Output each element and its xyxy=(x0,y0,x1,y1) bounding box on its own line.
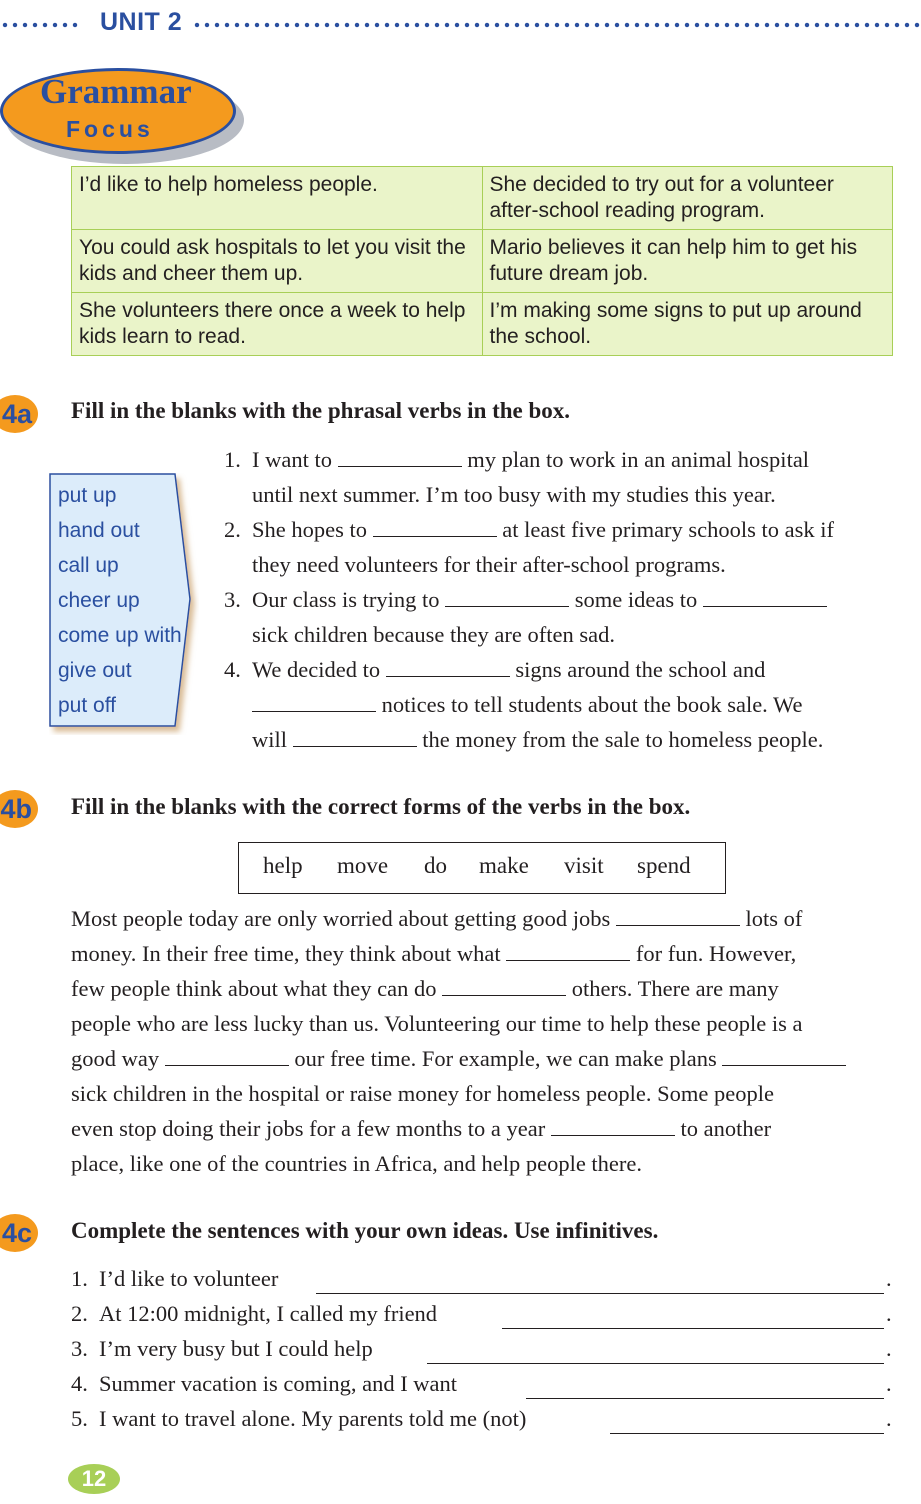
exercise-line: until next summer. I’m too busy with my studies this year. xyxy=(252,482,776,507)
exercise-line xyxy=(252,447,809,473)
header-dots-right xyxy=(192,22,921,28)
section-badge-4b: 4b xyxy=(0,790,38,828)
answer-blank[interactable] xyxy=(252,695,376,712)
phrasal-verb-item: call up xyxy=(58,554,119,577)
answer-line[interactable] xyxy=(427,1347,884,1364)
grammar-focus-badge xyxy=(0,68,244,160)
table-row xyxy=(72,167,893,230)
word-item: visit xyxy=(564,853,604,878)
word-item: spend xyxy=(637,853,691,878)
section-badge-4c: 4c xyxy=(0,1214,38,1252)
line-text: We decided to xyxy=(252,657,381,682)
line-text: at least five primary schools to ask if xyxy=(502,517,835,542)
badge-subtitle: Focus xyxy=(66,116,154,142)
exercise-line xyxy=(252,517,834,543)
phrasal-verb-item: put up xyxy=(58,484,117,507)
word-item: make xyxy=(479,853,529,878)
line-text: Our class is trying to xyxy=(252,587,440,612)
period: . xyxy=(886,1406,892,1431)
answer-blank[interactable] xyxy=(722,1049,846,1066)
answer-line[interactable] xyxy=(502,1312,884,1329)
phrasal-verbs-box xyxy=(49,473,199,735)
item-number: 5. xyxy=(71,1406,88,1431)
paragraph-line: sick children in the hospital or raise money for homeless people. Some people xyxy=(71,1081,774,1106)
item-number: 3. xyxy=(224,587,241,612)
answer-blank[interactable] xyxy=(293,730,417,747)
answer-blank[interactable] xyxy=(373,520,497,537)
phrasal-verb-item: hand out xyxy=(58,519,140,542)
table-cell: I’d like to help homeless people. xyxy=(72,167,483,230)
line-text: She hopes to xyxy=(252,517,367,542)
paragraph-line xyxy=(71,1046,846,1072)
answer-line[interactable] xyxy=(526,1382,884,1399)
table-row xyxy=(72,293,893,356)
line-text: few people think about what they can do xyxy=(71,976,437,1001)
paragraph-line xyxy=(71,976,779,1002)
table-cell: She volunteers there once a week to help kids learn to read. xyxy=(72,293,483,356)
verb-word-box xyxy=(238,842,726,894)
section-title-4b: Fill in the blanks with the correct forms of the verbs in the box. xyxy=(71,794,691,819)
phrasal-verb-item: come up with xyxy=(58,624,182,647)
line-text: to another xyxy=(680,1116,772,1141)
answer-blank[interactable] xyxy=(616,909,740,926)
word-item: help xyxy=(263,853,303,878)
header-dots-left xyxy=(0,22,80,28)
line-text: money. In their free time, they think about what xyxy=(71,941,501,966)
item-number: 4. xyxy=(71,1371,88,1396)
line-text: others. There are many xyxy=(571,976,779,1001)
paragraph-line xyxy=(71,906,802,932)
item-number: 4. xyxy=(224,657,241,682)
line-text: good way xyxy=(71,1046,160,1071)
table-cell: You could ask hospitals to let you visit the kids and cheer them up. xyxy=(72,230,483,293)
sentence-prompt: At 12:00 midnight, I called my friend xyxy=(99,1301,438,1326)
table-cell: Mario believes it can help him to get his future dream job. xyxy=(482,230,893,293)
line-text: notices to tell students about the book sale. We xyxy=(381,692,803,717)
answer-blank[interactable] xyxy=(703,590,827,607)
phrasal-verb-item: cheer up xyxy=(58,589,140,612)
phrasal-verb-item: give out xyxy=(58,659,132,682)
period: . xyxy=(886,1301,892,1326)
phrasal-verb-item: put off xyxy=(58,694,116,717)
line-text: lots of xyxy=(745,906,803,931)
paragraph-line xyxy=(71,941,796,967)
answer-blank[interactable] xyxy=(338,450,462,467)
exercise-line: they need volunteers for their after-school programs. xyxy=(252,552,726,577)
line-text: will xyxy=(252,727,288,752)
answer-line[interactable] xyxy=(610,1417,884,1434)
unit-label: UNIT 2 xyxy=(100,8,183,36)
exercise-line xyxy=(252,692,802,718)
exercise-line: sick children because they are often sad. xyxy=(252,622,615,647)
line-text: I want to xyxy=(252,447,332,472)
sentence-prompt: Summer vacation is coming, and I want xyxy=(99,1371,458,1396)
line-text: for fun. However, xyxy=(635,941,797,966)
line-text: signs around the school and xyxy=(515,657,766,682)
item-number: 3. xyxy=(71,1336,88,1361)
table-cell: I’m making some signs to put up around the school. xyxy=(482,293,893,356)
answer-blank[interactable] xyxy=(442,979,566,996)
table-cell: She decided to try out for a volunteer after-school reading program. xyxy=(482,167,893,230)
exercise-line xyxy=(252,657,765,683)
line-text: my plan to work in an animal hospital xyxy=(467,447,810,472)
line-text: Most people today are only worried about getting good jobs xyxy=(71,906,611,931)
item-number: 2. xyxy=(224,517,241,542)
exercise-line xyxy=(252,587,827,613)
word-item: do xyxy=(424,853,447,878)
paragraph-line xyxy=(71,1116,771,1142)
sentence-prompt: I’d like to volunteer xyxy=(99,1266,279,1291)
sentence-prompt: I’m very busy but I could help xyxy=(99,1336,373,1361)
table-row xyxy=(72,230,893,293)
badge-title: Grammar xyxy=(40,72,192,111)
period: . xyxy=(886,1336,892,1361)
word-item: move xyxy=(337,853,389,878)
answer-blank[interactable] xyxy=(506,944,630,961)
section-title-4a: Fill in the blanks with the phrasal verbs in the box. xyxy=(71,398,571,423)
line-text: even stop doing their jobs for a few months to a year xyxy=(71,1116,546,1141)
period: . xyxy=(886,1371,892,1396)
paragraph-line: place, like one of the countries in Africa, and help people there. xyxy=(71,1151,643,1176)
line-text: some ideas to xyxy=(574,587,698,612)
item-number: 2. xyxy=(71,1301,88,1326)
item-number: 1. xyxy=(224,447,241,472)
sentence-prompt: I want to travel alone. My parents told me (not) xyxy=(99,1406,527,1431)
exercise-line xyxy=(252,727,823,753)
item-number: 1. xyxy=(71,1266,88,1291)
answer-blank[interactable] xyxy=(445,590,569,607)
line-text: the money from the sale to homeless people. xyxy=(422,727,824,752)
page-number: 12 xyxy=(68,1464,120,1494)
section-title-4c: Complete the sentences with your own ideas. Use infinitives. xyxy=(71,1218,659,1243)
period: . xyxy=(886,1266,892,1291)
answer-line[interactable] xyxy=(316,1277,884,1294)
answer-blank[interactable] xyxy=(551,1119,675,1136)
line-text: our free time. For example, we can make plans xyxy=(294,1046,717,1071)
grammar-table xyxy=(71,166,893,356)
answer-blank[interactable] xyxy=(165,1049,289,1066)
section-badge-4a: 4a xyxy=(0,395,38,433)
answer-blank[interactable] xyxy=(386,660,510,677)
paragraph-line: people who are less lucky than us. Volunteering our time to help these people is a xyxy=(71,1011,803,1036)
